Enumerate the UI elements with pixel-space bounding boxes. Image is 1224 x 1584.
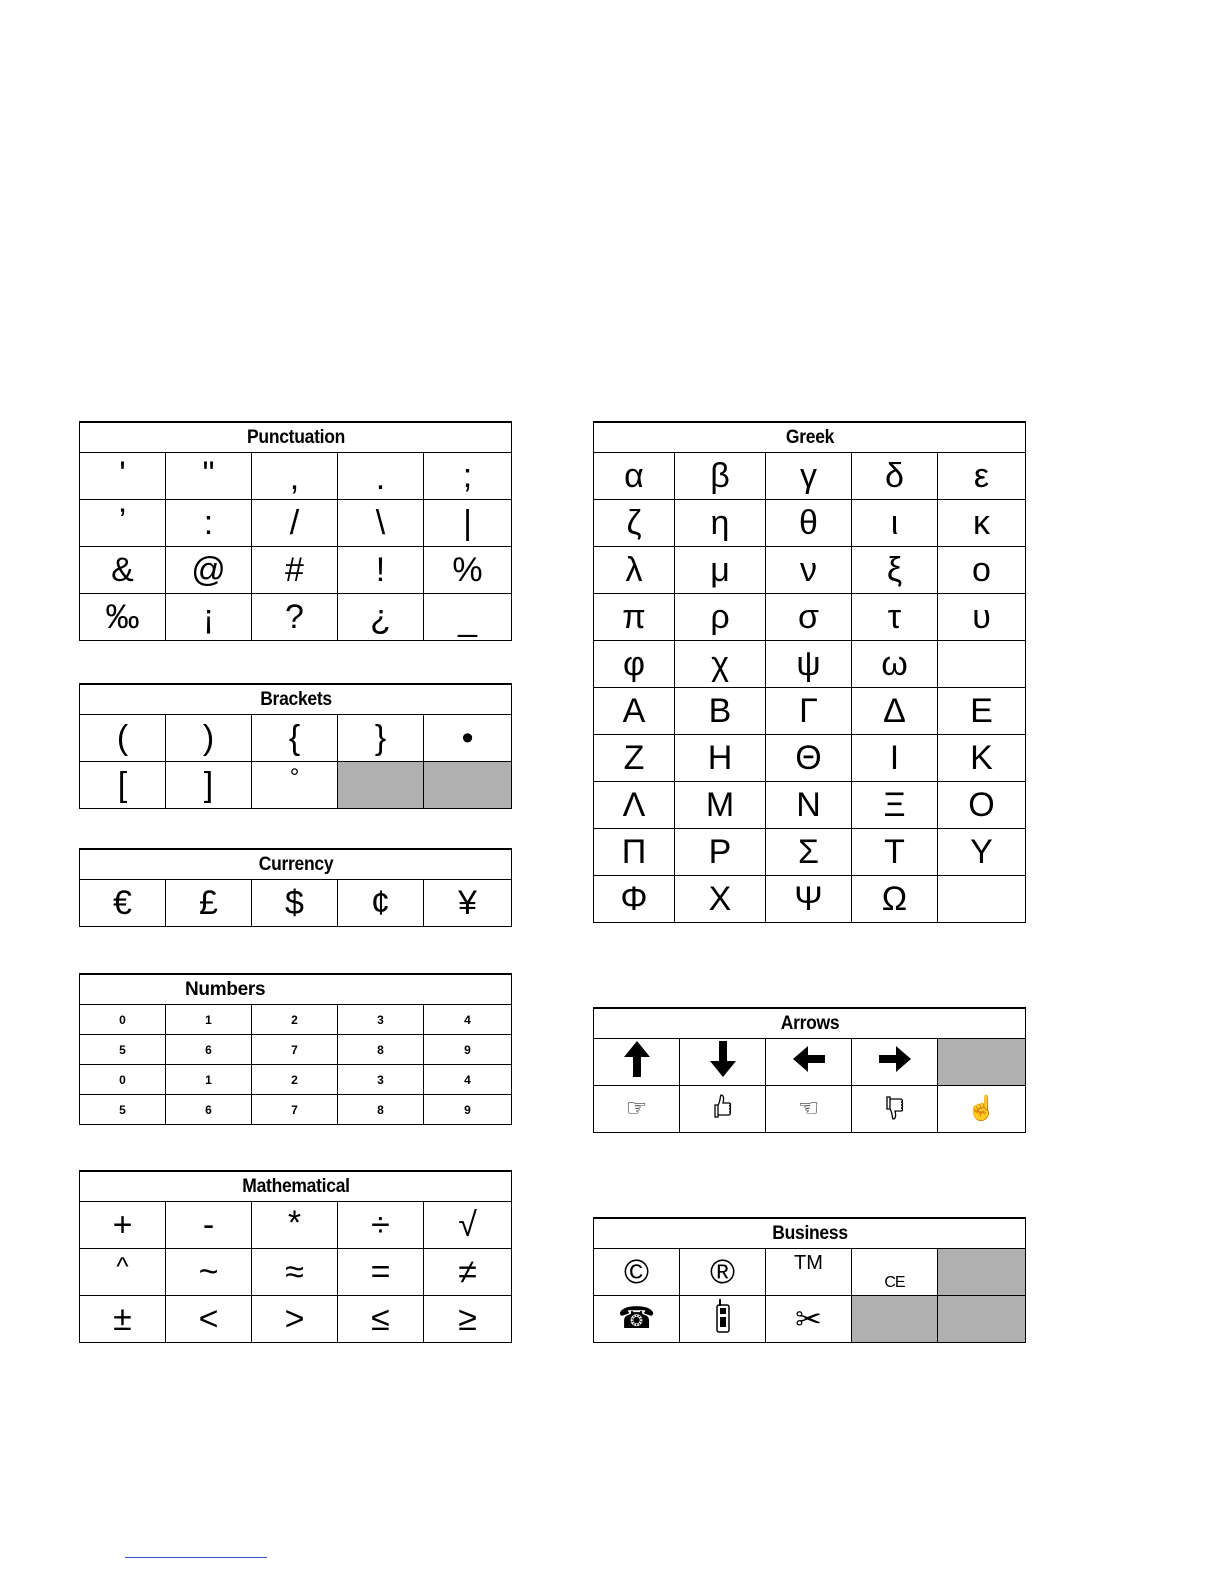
greek-letter-cell: Σ <box>766 829 852 876</box>
greek-letter-cell: μ <box>675 547 766 594</box>
greek-letter-cell: ξ <box>852 547 938 594</box>
symbol-cell: ' <box>80 453 166 500</box>
number-cell: 2 <box>252 1065 338 1095</box>
number-cell: 5 <box>80 1035 166 1065</box>
symbol-cell: ¡ <box>166 594 252 641</box>
symbol-cell: ] <box>166 762 252 809</box>
symbol-cell: * <box>252 1202 338 1249</box>
symbol-cell: + <box>80 1202 166 1249</box>
greek-letter-cell: Φ <box>594 876 675 923</box>
number-cell: 3 <box>338 1005 424 1035</box>
symbol-cell: ; <box>424 453 512 500</box>
thumbs-up-icon <box>680 1086 766 1133</box>
greek-letter-cell: Π <box>594 829 675 876</box>
symbol-cell: % <box>424 547 512 594</box>
symbol-cell: . <box>338 453 424 500</box>
greek-letter-cell: Χ <box>675 876 766 923</box>
greek-letter-cell: Λ <box>594 782 675 829</box>
arrows-table <box>593 1007 1026 1133</box>
greek-letter-cell: π <box>594 594 675 641</box>
number-cell: 8 <box>338 1035 424 1065</box>
symbol-cell: < <box>166 1296 252 1343</box>
symbol-cell: - <box>166 1202 252 1249</box>
greek-letter-cell: Ψ <box>766 876 852 923</box>
arrow-right-icon <box>852 1039 938 1086</box>
scissors-icon: ✂ <box>766 1296 852 1343</box>
brackets-title: Brackets <box>97 684 494 715</box>
greek-letter-cell: τ <box>852 594 938 641</box>
greek-letter-cell: Υ <box>938 829 1026 876</box>
numbers-title: Numbers <box>80 974 512 1005</box>
greek-letter-cell: κ <box>938 500 1026 547</box>
symbol-cell: ^ <box>80 1249 166 1296</box>
greek-letter-cell: Ν <box>766 782 852 829</box>
telephone-icon: ☎ <box>594 1296 680 1343</box>
empty-cell <box>938 641 1026 688</box>
greek-letter-cell: β <box>675 453 766 500</box>
greek-letter-cell: λ <box>594 547 675 594</box>
business-table <box>593 1217 1026 1343</box>
empty-cell <box>938 876 1026 923</box>
number-cell: 6 <box>166 1035 252 1065</box>
arrow-up-icon <box>594 1039 680 1086</box>
number-cell: 5 <box>80 1095 166 1125</box>
mathematical-table <box>79 1170 512 1343</box>
number-cell: 4 <box>424 1065 512 1095</box>
number-cell: 9 <box>424 1095 512 1125</box>
ce-mark-icon: CE <box>852 1249 938 1296</box>
footer-link-underline <box>125 1557 267 1558</box>
empty-cell <box>938 1249 1026 1296</box>
empty-cell <box>338 762 424 809</box>
symbol-cell: ? <box>252 594 338 641</box>
business-title: Business <box>611 1218 1008 1249</box>
greek-letter-cell: Α <box>594 688 675 735</box>
greek-letter-cell: Ε <box>938 688 1026 735</box>
numbers-table <box>79 973 512 1125</box>
arrow-left-icon <box>766 1039 852 1086</box>
symbol-cell: √ <box>424 1202 512 1249</box>
symbol-cell: # <box>252 547 338 594</box>
greek-letter-cell: ε <box>938 453 1026 500</box>
number-cell: 3 <box>338 1065 424 1095</box>
symbol-cell: \ <box>338 500 424 547</box>
greek-letter-cell: ι <box>852 500 938 547</box>
greek-letter-cell: Ζ <box>594 735 675 782</box>
copyright-icon: © <box>594 1249 680 1296</box>
symbol-cell: ¿ <box>338 594 424 641</box>
number-cell: 9 <box>424 1035 512 1065</box>
brackets-table <box>79 683 512 809</box>
mobile-phone-icon <box>680 1296 766 1343</box>
hand-pointing-up-icon: ☝ <box>938 1086 1026 1133</box>
symbol-cell: ≥ <box>424 1296 512 1343</box>
currency-title: Currency <box>97 849 494 880</box>
symbol-cell: ) <box>166 715 252 762</box>
symbol-cell: ¢ <box>338 880 424 927</box>
empty-cell <box>938 1296 1026 1343</box>
symbol-cell: ! <box>338 547 424 594</box>
empty-cell <box>938 1039 1026 1086</box>
greek-letter-cell: Ξ <box>852 782 938 829</box>
greek-letter-cell: Ο <box>938 782 1026 829</box>
greek-letter-cell: ω <box>852 641 938 688</box>
greek-letter-cell: η <box>675 500 766 547</box>
greek-letter-cell: Θ <box>766 735 852 782</box>
hand-pointing-right-icon: ☞ <box>594 1086 680 1133</box>
greek-letter-cell: Τ <box>852 829 938 876</box>
symbol-cell: @ <box>166 547 252 594</box>
registered-icon: ® <box>680 1249 766 1296</box>
symbol-cell: _ <box>424 594 512 641</box>
symbol-cell: > <box>252 1296 338 1343</box>
greek-letter-cell: Ρ <box>675 829 766 876</box>
symbol-cell: [ <box>80 762 166 809</box>
symbol-cell: ° <box>252 762 338 809</box>
greek-letter-cell: γ <box>766 453 852 500</box>
greek-letter-cell: Η <box>675 735 766 782</box>
greek-letter-cell: φ <box>594 641 675 688</box>
greek-letter-cell: ν <box>766 547 852 594</box>
symbol-cell: ≠ <box>424 1249 512 1296</box>
number-cell: 2 <box>252 1005 338 1035</box>
symbol-cell: , <box>252 453 338 500</box>
greek-table <box>593 421 1026 923</box>
symbol-cell: | <box>424 500 512 547</box>
symbol-cell: • <box>424 715 512 762</box>
greek-letter-cell: σ <box>766 594 852 641</box>
symbol-cell: $ <box>252 880 338 927</box>
symbol-cell: £ <box>166 880 252 927</box>
symbol-cell: ≈ <box>252 1249 338 1296</box>
symbol-cell: ( <box>80 715 166 762</box>
thumbs-down-icon <box>852 1086 938 1133</box>
greek-letter-cell: α <box>594 453 675 500</box>
greek-letter-cell: Ω <box>852 876 938 923</box>
greek-letter-cell: Δ <box>852 688 938 735</box>
punctuation-title: Punctuation <box>97 422 494 453</box>
number-cell: 0 <box>80 1005 166 1035</box>
greek-letter-cell: Ι <box>852 735 938 782</box>
currency-table <box>79 848 512 927</box>
symbol-cell: ‰ <box>80 594 166 641</box>
arrows-title: Arrows <box>611 1008 1008 1039</box>
greek-letter-cell: ζ <box>594 500 675 547</box>
symbol-cell: & <box>80 547 166 594</box>
number-cell: 4 <box>424 1005 512 1035</box>
number-cell: 1 <box>166 1065 252 1095</box>
number-cell: 7 <box>252 1095 338 1125</box>
greek-letter-cell: Γ <box>766 688 852 735</box>
symbol-cell: { <box>252 715 338 762</box>
number-cell: 8 <box>338 1095 424 1125</box>
symbol-cell: } <box>338 715 424 762</box>
punctuation-table <box>79 421 512 641</box>
trademark-icon: TM <box>766 1249 852 1296</box>
greek-letter-cell: Β <box>675 688 766 735</box>
number-cell: 0 <box>80 1065 166 1095</box>
greek-letter-cell: θ <box>766 500 852 547</box>
mathematical-title: Mathematical <box>97 1171 494 1202</box>
greek-letter-cell: Μ <box>675 782 766 829</box>
symbol-cell: ’ <box>80 500 166 547</box>
greek-title: Greek <box>611 422 1008 453</box>
number-cell: 6 <box>166 1095 252 1125</box>
symbol-cell: : <box>166 500 252 547</box>
empty-cell <box>852 1296 938 1343</box>
greek-letter-cell: χ <box>675 641 766 688</box>
symbol-cell: ¥ <box>424 880 512 927</box>
symbol-cell: = <box>338 1249 424 1296</box>
number-cell: 1 <box>166 1005 252 1035</box>
symbol-cell: ≤ <box>338 1296 424 1343</box>
greek-letter-cell: δ <box>852 453 938 500</box>
greek-letter-cell: ψ <box>766 641 852 688</box>
symbol-cell: ÷ <box>338 1202 424 1249</box>
symbol-cell: ~ <box>166 1249 252 1296</box>
greek-letter-cell: υ <box>938 594 1026 641</box>
number-cell: 7 <box>252 1035 338 1065</box>
arrow-down-icon <box>680 1039 766 1086</box>
symbol-cell: € <box>80 880 166 927</box>
greek-letter-cell: ο <box>938 547 1026 594</box>
greek-letter-cell: Κ <box>938 735 1026 782</box>
symbol-cell: ± <box>80 1296 166 1343</box>
symbol-cell: / <box>252 500 338 547</box>
greek-letter-cell: ρ <box>675 594 766 641</box>
symbol-cell: " <box>166 453 252 500</box>
hand-pointing-left-icon: ☜ <box>766 1086 852 1133</box>
empty-cell <box>424 762 512 809</box>
